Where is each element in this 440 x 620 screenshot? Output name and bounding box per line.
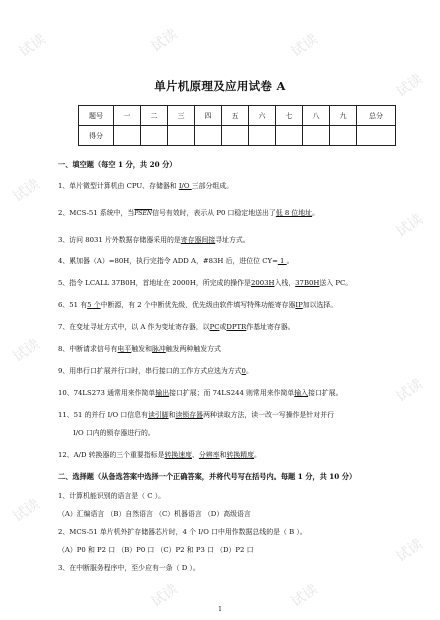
table-cell: 六	[249, 106, 276, 126]
question-line: 2、MCS-51 单片机外扩存储器芯片时，4 个 I/O 口中用作数据总线的是（ B ）。	[58, 528, 307, 536]
question-line: 12、A/D 转换器的三个重要指标是转换速度、分辨率和转换精度。	[58, 451, 261, 459]
score-table-score-row	[79, 126, 396, 146]
table-cell: 四	[195, 106, 222, 126]
table-cell: 二	[141, 106, 168, 126]
watermark: 试读	[393, 71, 426, 101]
score-table	[78, 105, 396, 146]
score-cell[interactable]	[357, 126, 396, 146]
table-cell: 七	[276, 106, 303, 126]
page-number: 1	[218, 606, 222, 613]
section-heading: 一、填空题（每空 1 分，共 20 分）	[58, 160, 177, 169]
question-line: 1、单片微型计算机由 CPU、存储器和 I/O 三部分组成。	[58, 182, 234, 190]
watermark: 试读	[16, 31, 49, 61]
score-cell[interactable]	[141, 126, 168, 146]
score-cell[interactable]	[195, 126, 222, 146]
question-line: 2、MCS-51 系统中，当PSEN信号有效时，表示从 P0 口稳定地送出了低 8 位地址。	[58, 209, 319, 217]
question-line: 9、用串行口扩展并行口时，串行接口的工作方式应选为方式0。	[58, 367, 253, 375]
watermark: 试读	[10, 336, 43, 366]
score-cell[interactable]	[303, 126, 330, 146]
score-cell[interactable]	[276, 126, 303, 146]
watermark: 试读	[393, 536, 426, 566]
table-cell: 八	[303, 106, 330, 126]
score-cell[interactable]	[330, 126, 357, 146]
table-cell: 题号	[79, 106, 114, 126]
score-cell[interactable]	[249, 126, 276, 146]
watermark: 试读	[10, 496, 43, 526]
exam-title: 单片机原理及应用试卷 A	[154, 79, 286, 93]
question-line: 6、51 有5 个中断源，有 2 个中断优先级，优先级由软件填写特殊功能寄存器IP加以选择。	[58, 301, 338, 309]
table-cell: 得分	[79, 126, 114, 146]
question-line: 5、指令 LCALL 37B0H，首地址在 2000H，所完成的操作是2003H入栈，37B0H送入 PC。	[58, 279, 353, 287]
watermark: 试读	[393, 211, 426, 241]
watermark: 试读	[288, 31, 321, 61]
question-line: 1、计算机能识别的语言是（ C ）。	[58, 492, 166, 500]
score-cell[interactable]	[114, 126, 141, 146]
question-line: 8、中断请求信号有电平触发和脉冲触发两种触发方式	[58, 345, 221, 353]
table-cell: 总分	[357, 106, 396, 126]
table-cell: 三	[168, 106, 195, 126]
question-line: 7、在变址寻址方式中，以 A 作为变址寄存器，以PC或DPTR作基址寄存器。	[58, 323, 295, 331]
question-line: I/O 口内的锁存器进行的。	[73, 429, 155, 437]
table-cell: 九	[330, 106, 357, 126]
score-cell[interactable]	[168, 126, 195, 146]
watermark: 试读	[148, 581, 181, 611]
table-cell: 一	[114, 106, 141, 126]
question-line: 11、51 的并行 I/O 口信息有读引脚和读锁存器两种读取方法，读一改一写操作是针对并行	[58, 411, 334, 419]
watermark: 试读	[288, 581, 321, 611]
question-line: 4、累加器（A）=80H，执行完指令 ADD A，#83H 后，进位位 CY= 1 。	[58, 257, 294, 265]
section-heading: 二、选择题（从备选答案中选择一个正确答案，并将代号写在括号内。每题 1 分，共 10 分）	[58, 472, 357, 481]
question-line: 10、74LS273 通常用来作简单输出接口扩展；而 74LS244 则常用来作简单输入接口扩展。	[58, 389, 343, 397]
watermark: 试读	[393, 376, 426, 406]
score-table-header-row	[79, 106, 396, 126]
question-line: 3、在中断服务程序中，至少应有一条（ D ）。	[58, 564, 200, 572]
question-line: 3、访问 8031 片外数据存储器采用的是寄存器间接寻址方式。	[58, 236, 250, 244]
table-cell: 五	[222, 106, 249, 126]
score-cell[interactable]	[222, 126, 249, 146]
answer-options: （A）P0 和 P2 口 （B）P0 口 （C）P2 和 P3 口 （D）P2 口	[58, 546, 254, 554]
watermark: 试读	[148, 26, 181, 56]
answer-options: （A）汇编语言 （B）自然语言 （C）机器语言 （D）高级语言	[58, 510, 251, 518]
watermark: 试读	[10, 176, 43, 206]
